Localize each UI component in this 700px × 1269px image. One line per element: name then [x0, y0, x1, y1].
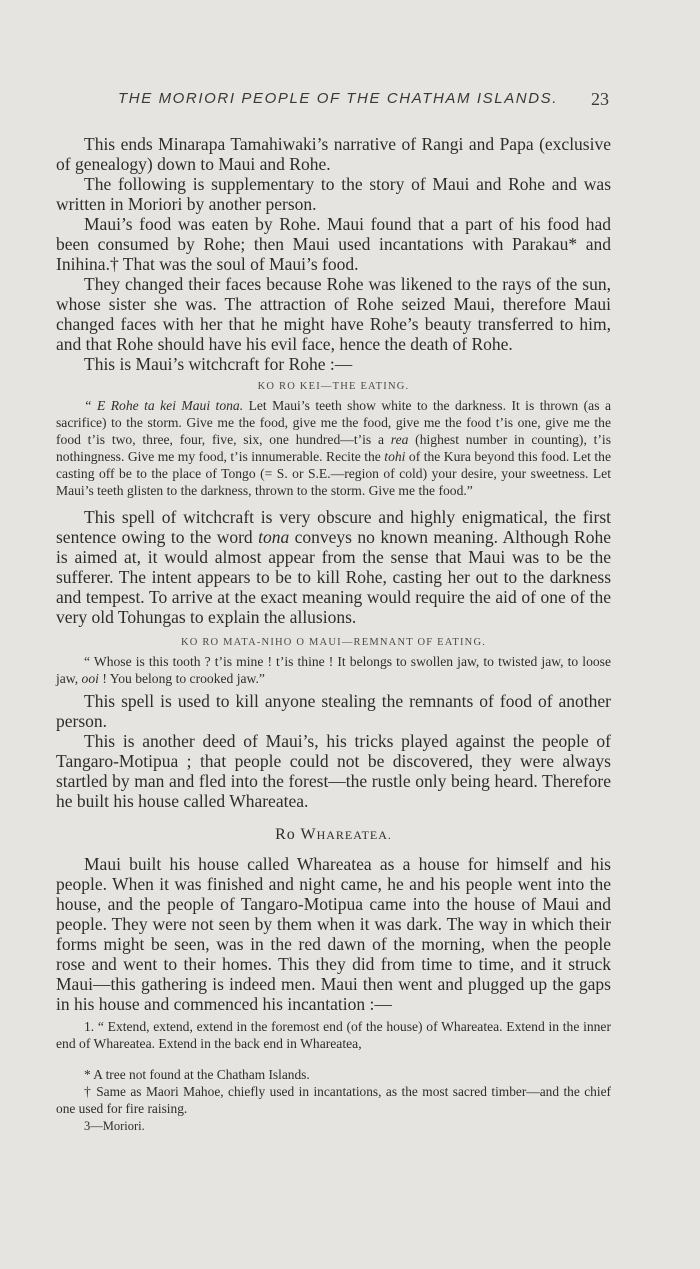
maori-word: tona — [258, 527, 290, 547]
paragraph: This is Maui’s witchcraft for Rohe :— — [84, 354, 353, 374]
maori-word: rea — [390, 432, 409, 447]
spell-text-part: ! You belong to crooked jaw.” — [98, 671, 265, 686]
paragraph-part: This spell of witchcraft is very obscure and highly enigmatical, the first sentence owing to the word — [56, 507, 611, 547]
page-number: 23 — [591, 89, 609, 109]
footnote: † Same as Maori Mahoe, chiefly used in incantations, as the most sacred timber—and the chief one used for fire raising. — [56, 1084, 611, 1116]
spell-opening: “ E Rohe ta kei Maui tona. — [84, 398, 244, 413]
spell-text — [56, 397, 611, 499]
subheading-part: W — [300, 826, 317, 843]
subheading-part: HAREATEA. — [316, 828, 392, 842]
subheading-part: Ro — [275, 826, 301, 843]
signature-mark: 3—Moriori. — [84, 1119, 145, 1133]
spell-text-part: “ Whose is this tooth ? t’is mine ! t’is thine ! It belongs to swollen jaw, to twisted jaw, to loose jaw, — [56, 654, 611, 686]
maori-word: tohi — [384, 449, 406, 464]
page-body — [56, 134, 611, 1135]
incantation-text: 1. “ Extend, extend, extend in the foremost end (of the house) of Whareatea. Extend in the inner end of Whareatea. Extend in the back end in Whareatea, — [56, 1019, 611, 1051]
paragraph: Maui built his house called Whareatea as a house for himself and his people. When it was finished and night came, he and his people went into the house, and the people of Tangaro-Motipua came into the house of Maui and people. They were not seen by them when it was dark. The way in which their forms might be seen, was in the red dawn of the morning, when the people rose and went to their homes. This they did from time to time, and it struck Maui—this gathering is indeed men. Maui then went and plugged up the gaps in his house and commenced his incantation :— — [56, 854, 611, 1014]
paragraph — [56, 507, 611, 627]
paragraph: This is another deed of Maui’s, his tricks played against the people of Tangaro-Motipua ; that people could not be discovered, they were always startled by man and fled into the forest—the rustle only being heard. Therefore he built his house called Whareatea. — [56, 731, 611, 811]
paragraph: This ends Minarapa Tamahiwaki’s narrative of Rangi and Papa (exclusive of genealogy) down to Maui and Rohe. — [56, 134, 611, 174]
paragraph: The following is supplementary to the story of Maui and Rohe and was written in Moriori by another person. — [56, 174, 611, 214]
section-heading: KO RO MATA-NIHO O MAUI—REMNANT OF EATING. — [180, 637, 487, 648]
spell-text-part: Let Maui’s teeth show white to the darkness. It is thrown (as a sacrifice) to the storm. Give me the food, give me the food, give me the food t’is one, give me the food t’is two, three, four, five, six, one hundred—t’is a — [56, 398, 611, 447]
paragraph: This spell is used to kill anyone stealing the remnants of food of another person. — [56, 691, 611, 731]
spell-text — [56, 653, 611, 687]
spell-text-part: (highest number in counting), t’is nothingness. Give me my food, t’is innumerable. Recite the — [56, 432, 611, 464]
paragraph: They changed their faces because Rohe was likened to the rays of the sun, whose sister she was. The attraction of Rohe seized Maui, therefore Maui changed faces with her that he might have Rohe’s beauty transferred to him, and that Rohe should have his evil face, hence the death of Rohe. — [56, 274, 611, 354]
running-header: THE MORIORI PEOPLE OF THE CHATHAM ISLANDS. — [118, 90, 559, 107]
paragraph-part: conveys no known meaning. Although Rohe is aimed at, it would almost appear from the sense that Maui was to be the sufferer. The intent appears to be to kill Rohe, casting her out to the darkness and tempest. To arrive at the exact meaning would require the aid of one of the very old Tohungas to explain the allusions. — [56, 527, 611, 627]
section-heading: KO RO KEI—THE EATING. — [257, 381, 410, 392]
footnote: * A tree not found at the Chatham Islands. — [84, 1067, 310, 1082]
spell-text-part: of the Kura beyond this food. Let the casting off be to the place of Tongo (= S. or S.E.—region of cold) your desire, your sweetness. Let Maui’s teeth glisten to the darkness, thrown to the storm. Give me the food.” — [56, 449, 611, 498]
maori-word: ooi — [81, 671, 99, 686]
section-subheading — [56, 826, 611, 844]
paragraph: Maui’s food was eaten by Rohe. Maui found that a part of his food had been consumed by Rohe; then Maui used incantations with Parakau* and Inihina.† That was the soul of Maui’s food. — [56, 214, 611, 274]
